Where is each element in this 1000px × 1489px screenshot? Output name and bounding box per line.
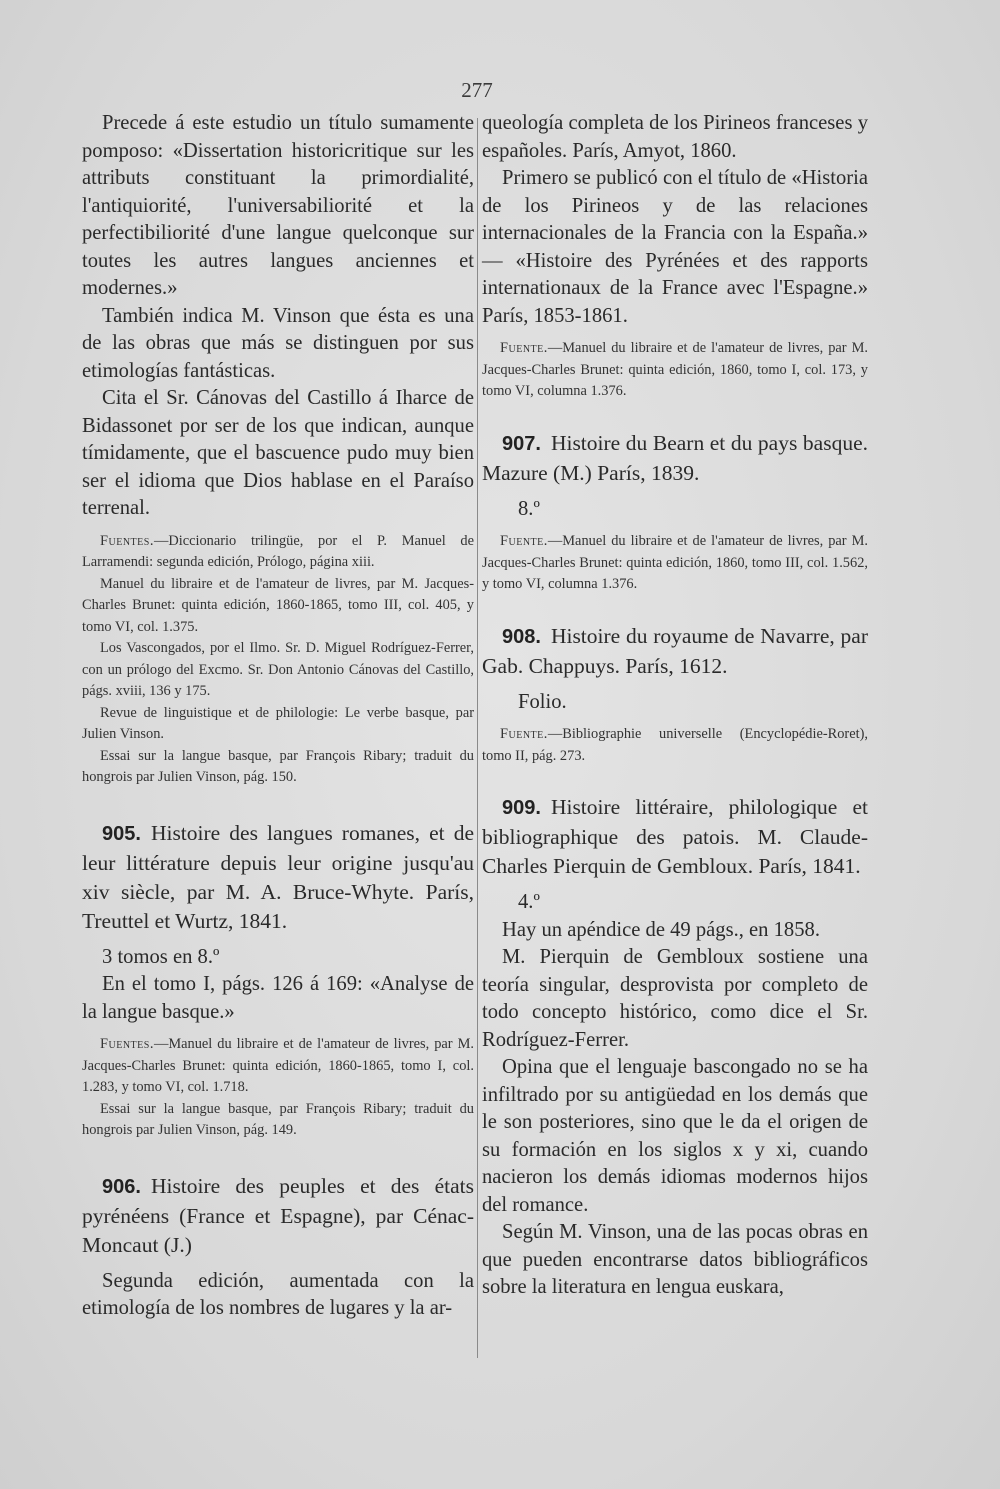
entry-number: 908. — [502, 625, 541, 648]
intro-paragraph: También indica M. Vinson que ésta es una de las obras que más se distinguen por sus etimologías fantásticas. — [82, 304, 474, 382]
sources-label: Fuentes. — [100, 532, 154, 549]
right-column — [482, 110, 868, 1302]
source-citation: Fuentes.—Manuel du libraire et de l'amateur de livres, par M. Jacques-Charles Brunet: quinta edición, 1860-1865, tomo I, col. 1.283, y tomo VI, col. 1.718. — [82, 1036, 474, 1095]
source-citation: Fuentes.—Diccionario trilingüe, por el P. Manuel de Larramendi: segunda edición, Prólogo, página xiii. — [82, 532, 474, 570]
source-citation: Revue de linguistique et de philologie: Le verbe basque, par Julien Vinson. — [82, 704, 474, 742]
continuation-paragraph: queología completa de los Pirineos franceses y españoles. París, Amyot, 1860. — [482, 112, 868, 162]
entry-number: 909. — [502, 797, 541, 819]
entry-format: 8.º — [518, 497, 540, 520]
entry-907-title: 907. Histoire du Bearn et du pays basque. Mazure (M.) París, 1839. — [482, 430, 868, 485]
source-citation: Essai sur la langue basque, par François Ribary; traduit du hongrois par Julien Vinson, pág. 149. — [82, 1100, 474, 1138]
entry-number: 907. — [502, 432, 541, 455]
page-number: 277 — [461, 78, 493, 102]
entry-paragraph: M. Pierquin de Gembloux sostiene una teoría singular, desprovista por completo de todo concepto histórico, como dice el Sr. Rodríguez-Ferrer. — [482, 946, 868, 1051]
entry-format: 3 tomos en 8.º — [102, 945, 220, 968]
entry-909-title: 909. Histoire littéraire, philologique et bibliographique des patois. M. Claude-Charles Pierquin de Gembloux. París, 1841. — [482, 795, 868, 878]
source-citation: Fuente.—Manuel du libraire et de l'amateur de livres, par M. Jacques-Charles Brunet: quinta edición, 1860, tomo III, col. 1.562, y tomo VI, columna 1.376. — [482, 533, 868, 592]
entry-905-title: 905. Histoire des langues romanes, et de leur littérature depuis leur origine jusqu'au xiv siècle, par M. A. Bruce-Whyte. París, Treuttel et Wurtz, 1841. — [82, 820, 474, 933]
entry-908-title: 908. Histoire du royaume de Navarre, par Gab. Chappuys. París, 1612. — [482, 623, 868, 678]
source-citation: Essai sur la langue basque, par François Ribary; traduit du hongrois par Julien Vinson, pág. 150. — [82, 747, 474, 785]
entry-paragraph: Opina que el lenguaje bascongado no se ha infiltrado por su antigüedad en los demás que le son posteriores, sino que le da el origen de su formación en los siglos x y xi, cuando nacieron los demás idiomas modernos hijos del romance. — [482, 1056, 868, 1216]
entry-number: 906. — [102, 1175, 141, 1198]
entry-paragraph: Hay un apéndice de 49 págs., en 1858. — [502, 918, 820, 941]
entry-note: Segunda edición, aumentada con la etimología de los nombres de lugares y la ar- — [82, 1269, 474, 1319]
left-column — [82, 110, 474, 1323]
continuation-paragraph: Primero se publicó con el título de «Historia de los Pirineos y de las relaciones internacionales de la Francia con la España.» — «Histoire des Pyrénées et des rapports internationaux de la France avec l'Espagne.» París, 1853-1861. — [482, 167, 868, 327]
entry-906-title: 906. Histoire des peuples et des états pyrénéens (France et Espagne), par Cénac-Moncaut (J.) — [82, 1173, 474, 1257]
entry-format: Folio. — [518, 690, 567, 713]
intro-paragraph: Cita el Sr. Cánovas del Castillo á Iharce de Bidassonet por ser de los que indican, aunque tímidamente, que el bascuence pudo muy bien ser el idioma que Dios hablase en el Paraíso terrenal. — [82, 387, 474, 519]
source-citation: Fuente.—Bibliographie universelle (Encyclopédie-Roret), tomo II, pág. 273. — [482, 726, 868, 764]
entry-paragraph: Según M. Vinson, una de las pocas obras en que pueden encontrarse datos bibliográficos sobre la literatura en lengua euskara, — [482, 1221, 868, 1298]
entry-format: 4.º — [518, 891, 540, 913]
source-citation: Los Vascongados, por el Ilmo. Sr. D. Miguel Rodríguez-Ferrer, con un prólogo del Excmo. Sr. Don Antonio Cánovas del Castillo, págs. xviii, 136 y 175. — [82, 640, 474, 699]
column-divider — [477, 118, 478, 1358]
entry-note: En el tomo I, págs. 126 á 169: «Analyse de la langue basque.» — [82, 973, 474, 1023]
source-citation: Fuente.—Manuel du libraire et de l'amateur de livres, par M. Jacques-Charles Brunet: quinta edición, 1860, tomo I, col. 173, y tomo VI, columna 1.376. — [482, 340, 868, 399]
intro-paragraph: Precede á este estudio un título sumamente pomposo: «Dissertation historicritique sur les attributs constituant la primordialité, l'antiquiorité, l'universabiliorité et la perfectibiliorité d'une langue quelconque sur toutes les autres langues anciennes et modernes.» — [82, 112, 474, 299]
source-citation: Manuel du libraire et de l'amateur de livres, par M. Jacques-Charles Brunet: quinta edición, 1860-1865, tomo III, col. 405, y tomo VI, col. 1.375. — [82, 575, 474, 635]
entry-number: 905. — [102, 822, 141, 845]
